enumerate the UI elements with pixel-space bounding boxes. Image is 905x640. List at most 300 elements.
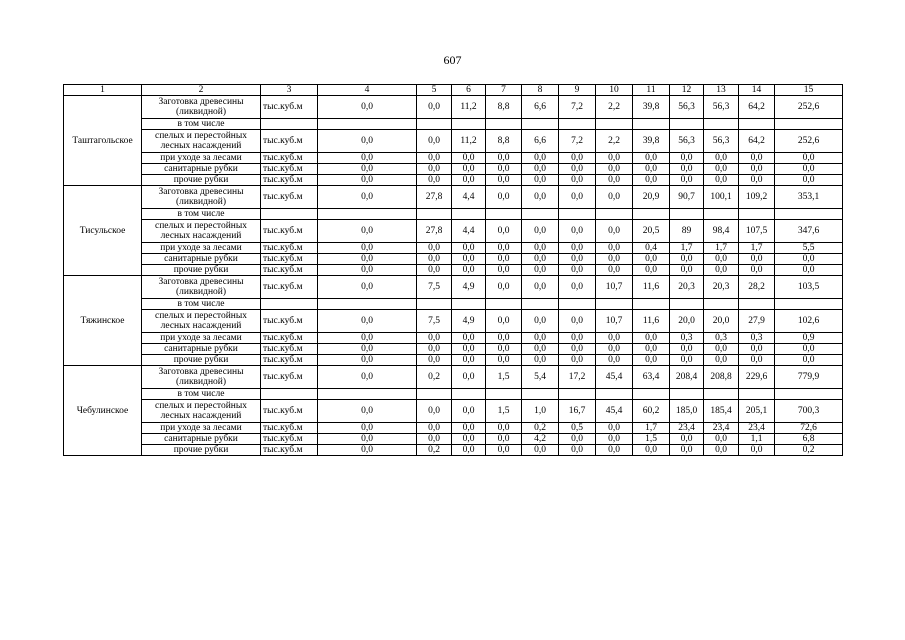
value-cell: 45,4 bbox=[596, 366, 633, 389]
value-cell: 23,4 bbox=[704, 423, 739, 434]
value-cell: 0,0 bbox=[522, 344, 559, 355]
unit-cell bbox=[261, 209, 318, 220]
value-cell: 27,8 bbox=[417, 186, 452, 209]
value-cell bbox=[452, 119, 486, 130]
value-cell: 0,0 bbox=[559, 344, 596, 355]
value-cell: 0,0 bbox=[559, 243, 596, 254]
header-row bbox=[64, 85, 843, 96]
value-cell: 0,0 bbox=[739, 164, 775, 175]
value-cell: 0,0 bbox=[670, 153, 704, 164]
value-cell: 0,0 bbox=[596, 434, 633, 445]
value-cell: 0,0 bbox=[596, 254, 633, 265]
unit-cell: тыс.куб.м bbox=[261, 186, 318, 209]
value-cell: 0,0 bbox=[452, 434, 486, 445]
value-cell: 0,0 bbox=[559, 445, 596, 456]
total-cell: 6,8 bbox=[775, 434, 843, 445]
row-label: при уходе за лесами bbox=[142, 333, 261, 344]
table-row bbox=[64, 220, 843, 243]
value-cell: 0,0 bbox=[739, 344, 775, 355]
value-cell: 0,0 bbox=[559, 276, 596, 299]
value-cell: 5,4 bbox=[522, 366, 559, 389]
value-cell: 0,0 bbox=[452, 333, 486, 344]
value-cell: 0,0 bbox=[417, 423, 452, 434]
row-label: в том числе bbox=[142, 389, 261, 400]
value-cell: 0,0 bbox=[704, 175, 739, 186]
table-row bbox=[64, 400, 843, 423]
value-cell: 0,0 bbox=[633, 265, 670, 276]
value-cell: 0,0 bbox=[318, 344, 417, 355]
row-label: в том числе bbox=[142, 119, 261, 130]
value-cell: 0,0 bbox=[559, 186, 596, 209]
value-cell bbox=[596, 209, 633, 220]
unit-cell: тыс.куб.м bbox=[261, 366, 318, 389]
value-cell bbox=[739, 389, 775, 400]
value-cell: 0,0 bbox=[633, 344, 670, 355]
unit-cell: тыс.куб.м bbox=[261, 96, 318, 119]
unit-cell: тыс.куб.м bbox=[261, 434, 318, 445]
value-cell: 0,0 bbox=[704, 355, 739, 366]
value-cell: 0,0 bbox=[318, 175, 417, 186]
header-cell: 3 bbox=[261, 85, 318, 96]
value-cell: 0,0 bbox=[704, 153, 739, 164]
value-cell: 0,0 bbox=[559, 254, 596, 265]
row-label: при уходе за лесами bbox=[142, 153, 261, 164]
value-cell: 0,0 bbox=[670, 254, 704, 265]
value-cell: 0,0 bbox=[596, 243, 633, 254]
value-cell: 0,0 bbox=[417, 400, 452, 423]
table-row bbox=[64, 153, 843, 164]
table-row bbox=[64, 254, 843, 265]
total-cell: 347,6 bbox=[775, 220, 843, 243]
value-cell bbox=[318, 119, 417, 130]
unit-cell: тыс.куб.м bbox=[261, 243, 318, 254]
value-cell bbox=[633, 119, 670, 130]
row-label: санитарные рубки bbox=[142, 164, 261, 175]
value-cell: 7,5 bbox=[417, 310, 452, 333]
value-cell: 0,0 bbox=[670, 175, 704, 186]
value-cell bbox=[486, 299, 522, 310]
value-cell: 23,4 bbox=[670, 423, 704, 434]
total-cell: 102,6 bbox=[775, 310, 843, 333]
table-row bbox=[64, 130, 843, 153]
value-cell: 0,0 bbox=[670, 265, 704, 276]
value-cell: 0,0 bbox=[452, 423, 486, 434]
value-cell: 0,0 bbox=[318, 220, 417, 243]
district-name: Тяжинское bbox=[64, 276, 142, 366]
value-cell: 11,6 bbox=[633, 276, 670, 299]
value-cell: 0,0 bbox=[670, 164, 704, 175]
value-cell bbox=[704, 119, 739, 130]
value-cell: 17,2 bbox=[559, 366, 596, 389]
unit-cell: тыс.куб.м bbox=[261, 445, 318, 456]
value-cell: 56,3 bbox=[670, 96, 704, 119]
value-cell: 90,7 bbox=[670, 186, 704, 209]
value-cell: 1,1 bbox=[739, 434, 775, 445]
value-cell: 0,0 bbox=[452, 243, 486, 254]
table-row bbox=[64, 355, 843, 366]
value-cell: 0,0 bbox=[522, 254, 559, 265]
value-cell: 0,0 bbox=[318, 423, 417, 434]
value-cell: 7,2 bbox=[559, 96, 596, 119]
total-cell: 700,3 bbox=[775, 400, 843, 423]
value-cell: 0,3 bbox=[739, 333, 775, 344]
district-name: Тисульское bbox=[64, 186, 142, 276]
total-cell: 252,6 bbox=[775, 96, 843, 119]
value-cell bbox=[522, 299, 559, 310]
value-cell: 208,8 bbox=[704, 366, 739, 389]
value-cell bbox=[670, 209, 704, 220]
unit-cell: тыс.куб.м bbox=[261, 164, 318, 175]
value-cell bbox=[704, 299, 739, 310]
row-label: санитарные рубки bbox=[142, 434, 261, 445]
value-cell: 0,0 bbox=[417, 333, 452, 344]
table-row bbox=[64, 423, 843, 434]
value-cell: 0,0 bbox=[452, 366, 486, 389]
unit-cell bbox=[261, 389, 318, 400]
value-cell: 4,4 bbox=[452, 220, 486, 243]
value-cell: 0,0 bbox=[559, 265, 596, 276]
value-cell bbox=[670, 299, 704, 310]
total-cell: 0,0 bbox=[775, 265, 843, 276]
total-cell: 0,2 bbox=[775, 445, 843, 456]
row-label: спелых и перестойных лесных насаждений bbox=[142, 310, 261, 333]
value-cell: 20,9 bbox=[633, 186, 670, 209]
unit-cell: тыс.куб.м bbox=[261, 344, 318, 355]
value-cell: 6,6 bbox=[522, 130, 559, 153]
unit-cell: тыс.куб.м bbox=[261, 175, 318, 186]
value-cell bbox=[739, 299, 775, 310]
table-row bbox=[64, 366, 843, 389]
value-cell: 0,0 bbox=[522, 243, 559, 254]
value-cell: 0,0 bbox=[417, 175, 452, 186]
total-cell: 0,0 bbox=[775, 254, 843, 265]
value-cell: 109,2 bbox=[739, 186, 775, 209]
value-cell: 0,0 bbox=[704, 265, 739, 276]
value-cell: 0,0 bbox=[486, 355, 522, 366]
value-cell: 0,0 bbox=[670, 344, 704, 355]
value-cell bbox=[559, 299, 596, 310]
header-cell: 14 bbox=[739, 85, 775, 96]
value-cell: 0,0 bbox=[522, 175, 559, 186]
value-cell bbox=[522, 209, 559, 220]
value-cell: 39,8 bbox=[633, 130, 670, 153]
table-row bbox=[64, 389, 843, 400]
value-cell: 0,0 bbox=[486, 243, 522, 254]
value-cell bbox=[522, 119, 559, 130]
value-cell: 45,4 bbox=[596, 400, 633, 423]
value-cell bbox=[417, 119, 452, 130]
value-cell: 20,0 bbox=[670, 310, 704, 333]
value-cell: 56,3 bbox=[704, 130, 739, 153]
value-cell: 2,2 bbox=[596, 130, 633, 153]
value-cell: 0,0 bbox=[596, 220, 633, 243]
value-cell bbox=[704, 209, 739, 220]
value-cell: 0,0 bbox=[633, 164, 670, 175]
value-cell: 0,2 bbox=[522, 423, 559, 434]
value-cell: 0,0 bbox=[739, 153, 775, 164]
value-cell: 0,0 bbox=[417, 355, 452, 366]
unit-cell: тыс.куб.м bbox=[261, 333, 318, 344]
value-cell: 205,1 bbox=[739, 400, 775, 423]
header-cell: 13 bbox=[704, 85, 739, 96]
value-cell: 0,0 bbox=[318, 276, 417, 299]
header-cell: 4 bbox=[318, 85, 417, 96]
unit-cell: тыс.куб.м bbox=[261, 310, 318, 333]
value-cell: 8,8 bbox=[486, 130, 522, 153]
value-cell bbox=[633, 209, 670, 220]
row-label: Заготовка древесины (ликвидной) bbox=[142, 96, 261, 119]
row-label: Заготовка древесины (ликвидной) bbox=[142, 276, 261, 299]
value-cell: 0,0 bbox=[596, 333, 633, 344]
value-cell: 0,0 bbox=[633, 445, 670, 456]
value-cell: 0,0 bbox=[486, 186, 522, 209]
value-cell: 0,0 bbox=[452, 355, 486, 366]
value-cell: 0,0 bbox=[417, 344, 452, 355]
value-cell: 10,7 bbox=[596, 276, 633, 299]
table-row bbox=[64, 186, 843, 209]
row-label: санитарные рубки bbox=[142, 254, 261, 265]
value-cell bbox=[559, 119, 596, 130]
header-cell: 7 bbox=[486, 85, 522, 96]
value-cell: 0,0 bbox=[486, 434, 522, 445]
value-cell: 0,0 bbox=[452, 175, 486, 186]
value-cell: 0,0 bbox=[486, 220, 522, 243]
value-cell: 0,3 bbox=[704, 333, 739, 344]
row-label: санитарные рубки bbox=[142, 344, 261, 355]
value-cell: 100,1 bbox=[704, 186, 739, 209]
value-cell: 98,4 bbox=[704, 220, 739, 243]
value-cell: 0,0 bbox=[559, 333, 596, 344]
value-cell: 0,0 bbox=[522, 276, 559, 299]
value-cell bbox=[559, 389, 596, 400]
value-cell: 1,7 bbox=[670, 243, 704, 254]
value-cell: 0,0 bbox=[596, 344, 633, 355]
value-cell: 0,0 bbox=[704, 254, 739, 265]
value-cell: 0,0 bbox=[739, 175, 775, 186]
unit-cell bbox=[261, 119, 318, 130]
value-cell: 0,0 bbox=[704, 445, 739, 456]
value-cell: 0,0 bbox=[452, 400, 486, 423]
value-cell: 89 bbox=[670, 220, 704, 243]
value-cell: 11,2 bbox=[452, 96, 486, 119]
header-cell: 9 bbox=[559, 85, 596, 96]
value-cell: 1,0 bbox=[522, 400, 559, 423]
value-cell bbox=[670, 389, 704, 400]
value-cell: 0,0 bbox=[596, 265, 633, 276]
value-cell: 64,2 bbox=[739, 96, 775, 119]
value-cell bbox=[596, 389, 633, 400]
value-cell: 7,5 bbox=[417, 276, 452, 299]
value-cell: 0,0 bbox=[417, 96, 452, 119]
value-cell: 0,0 bbox=[318, 366, 417, 389]
value-cell: 4,9 bbox=[452, 310, 486, 333]
value-cell: 0,0 bbox=[417, 130, 452, 153]
value-cell: 185,4 bbox=[704, 400, 739, 423]
value-cell: 0,0 bbox=[559, 175, 596, 186]
district-name: Таштагольское bbox=[64, 96, 142, 186]
value-cell bbox=[318, 209, 417, 220]
value-cell: 1,7 bbox=[739, 243, 775, 254]
value-cell bbox=[452, 209, 486, 220]
value-cell: 0,0 bbox=[318, 254, 417, 265]
table-row bbox=[64, 96, 843, 119]
value-cell: 0,0 bbox=[739, 445, 775, 456]
unit-cell: тыс.куб.м bbox=[261, 254, 318, 265]
value-cell: 11,2 bbox=[452, 130, 486, 153]
unit-cell: тыс.куб.м bbox=[261, 276, 318, 299]
value-cell bbox=[318, 389, 417, 400]
value-cell: 20,0 bbox=[704, 310, 739, 333]
value-cell: 4,2 bbox=[522, 434, 559, 445]
value-cell: 0,0 bbox=[486, 254, 522, 265]
value-cell: 0,0 bbox=[596, 175, 633, 186]
header-cell: 1 bbox=[64, 85, 142, 96]
value-cell: 0,0 bbox=[318, 355, 417, 366]
value-cell: 0,0 bbox=[452, 164, 486, 175]
value-cell: 27,8 bbox=[417, 220, 452, 243]
row-label: Заготовка древесины (ликвидной) bbox=[142, 366, 261, 389]
value-cell: 20,3 bbox=[670, 276, 704, 299]
value-cell: 23,4 bbox=[739, 423, 775, 434]
value-cell: 2,2 bbox=[596, 96, 633, 119]
row-label: спелых и перестойных лесных насаждений bbox=[142, 220, 261, 243]
value-cell bbox=[633, 299, 670, 310]
value-cell: 20,3 bbox=[704, 276, 739, 299]
header-cell: 2 bbox=[142, 85, 261, 96]
value-cell: 0,0 bbox=[318, 96, 417, 119]
table-row bbox=[64, 445, 843, 456]
value-cell: 27,9 bbox=[739, 310, 775, 333]
value-cell: 0,0 bbox=[417, 153, 452, 164]
value-cell: 0,0 bbox=[486, 265, 522, 276]
unit-cell: тыс.куб.м bbox=[261, 130, 318, 153]
value-cell: 0,0 bbox=[739, 254, 775, 265]
value-cell: 0,0 bbox=[704, 434, 739, 445]
value-cell: 0,0 bbox=[486, 175, 522, 186]
value-cell: 0,0 bbox=[670, 434, 704, 445]
unit-cell: тыс.куб.м bbox=[261, 153, 318, 164]
value-cell: 0,0 bbox=[739, 265, 775, 276]
page-number: 607 bbox=[443, 53, 462, 67]
value-cell: 0,0 bbox=[318, 153, 417, 164]
value-cell: 0,0 bbox=[417, 434, 452, 445]
header-cell: 12 bbox=[670, 85, 704, 96]
value-cell: 1,7 bbox=[633, 423, 670, 434]
value-cell: 0,0 bbox=[522, 445, 559, 456]
total-cell: 0,0 bbox=[775, 153, 843, 164]
value-cell: 1,5 bbox=[633, 434, 670, 445]
value-cell: 0,0 bbox=[318, 310, 417, 333]
unit-cell: тыс.куб.м bbox=[261, 265, 318, 276]
value-cell: 0,0 bbox=[452, 153, 486, 164]
value-cell bbox=[417, 299, 452, 310]
value-cell: 0,0 bbox=[559, 310, 596, 333]
value-cell: 0,0 bbox=[522, 220, 559, 243]
table-row bbox=[64, 299, 843, 310]
total-cell: 353,1 bbox=[775, 186, 843, 209]
value-cell: 0,0 bbox=[318, 186, 417, 209]
value-cell: 0,0 bbox=[704, 164, 739, 175]
total-cell bbox=[775, 209, 843, 220]
total-cell: 72,6 bbox=[775, 423, 843, 434]
value-cell: 0,0 bbox=[486, 423, 522, 434]
row-label: спелых и перестойных лесных насаждений bbox=[142, 130, 261, 153]
row-label: при уходе за лесами bbox=[142, 243, 261, 254]
value-cell: 0,0 bbox=[670, 355, 704, 366]
value-cell: 0,0 bbox=[417, 265, 452, 276]
value-cell: 208,4 bbox=[670, 366, 704, 389]
row-label: прочие рубки bbox=[142, 265, 261, 276]
value-cell: 56,3 bbox=[670, 130, 704, 153]
value-cell: 0,0 bbox=[486, 445, 522, 456]
value-cell: 60,2 bbox=[633, 400, 670, 423]
total-cell bbox=[775, 119, 843, 130]
value-cell: 0,0 bbox=[522, 164, 559, 175]
header-cell: 11 bbox=[633, 85, 670, 96]
table-row bbox=[64, 310, 843, 333]
value-cell: 0,0 bbox=[522, 265, 559, 276]
value-cell: 0,0 bbox=[417, 254, 452, 265]
unit-cell: тыс.куб.м bbox=[261, 423, 318, 434]
value-cell: 64,2 bbox=[739, 130, 775, 153]
value-cell: 28,2 bbox=[739, 276, 775, 299]
value-cell: 63,4 bbox=[633, 366, 670, 389]
unit-cell bbox=[261, 299, 318, 310]
row-label: Заготовка древесины (ликвидной) bbox=[142, 186, 261, 209]
total-cell: 103,5 bbox=[775, 276, 843, 299]
value-cell bbox=[522, 389, 559, 400]
value-cell: 0,0 bbox=[633, 175, 670, 186]
value-cell: 0,0 bbox=[417, 243, 452, 254]
value-cell: 0,0 bbox=[452, 265, 486, 276]
value-cell: 0,0 bbox=[417, 164, 452, 175]
value-cell: 0,0 bbox=[452, 254, 486, 265]
value-cell: 0,0 bbox=[318, 434, 417, 445]
value-cell: 0,4 bbox=[633, 243, 670, 254]
value-cell: 0,0 bbox=[670, 445, 704, 456]
value-cell: 0,0 bbox=[559, 164, 596, 175]
value-cell: 0,2 bbox=[417, 445, 452, 456]
value-cell: 10,7 bbox=[596, 310, 633, 333]
value-cell: 4,9 bbox=[452, 276, 486, 299]
value-cell: 0,0 bbox=[318, 265, 417, 276]
value-cell: 11,6 bbox=[633, 310, 670, 333]
value-cell: 107,5 bbox=[739, 220, 775, 243]
value-cell bbox=[559, 209, 596, 220]
unit-cell: тыс.куб.м bbox=[261, 220, 318, 243]
total-cell: 779,9 bbox=[775, 366, 843, 389]
value-cell: 0,0 bbox=[596, 186, 633, 209]
total-cell: 0,0 bbox=[775, 344, 843, 355]
value-cell: 0,0 bbox=[318, 445, 417, 456]
value-cell: 0,0 bbox=[486, 310, 522, 333]
header-cell: 6 bbox=[452, 85, 486, 96]
value-cell bbox=[633, 389, 670, 400]
value-cell: 0,0 bbox=[318, 164, 417, 175]
total-cell bbox=[775, 299, 843, 310]
row-label: прочие рубки bbox=[142, 355, 261, 366]
value-cell bbox=[417, 209, 452, 220]
value-cell: 0,0 bbox=[596, 164, 633, 175]
value-cell bbox=[318, 299, 417, 310]
table-row bbox=[64, 265, 843, 276]
total-cell: 0,0 bbox=[775, 175, 843, 186]
value-cell: 1,5 bbox=[486, 366, 522, 389]
total-cell: 5,5 bbox=[775, 243, 843, 254]
value-cell: 56,3 bbox=[704, 96, 739, 119]
value-cell: 0,0 bbox=[318, 243, 417, 254]
value-cell: 0,0 bbox=[596, 423, 633, 434]
